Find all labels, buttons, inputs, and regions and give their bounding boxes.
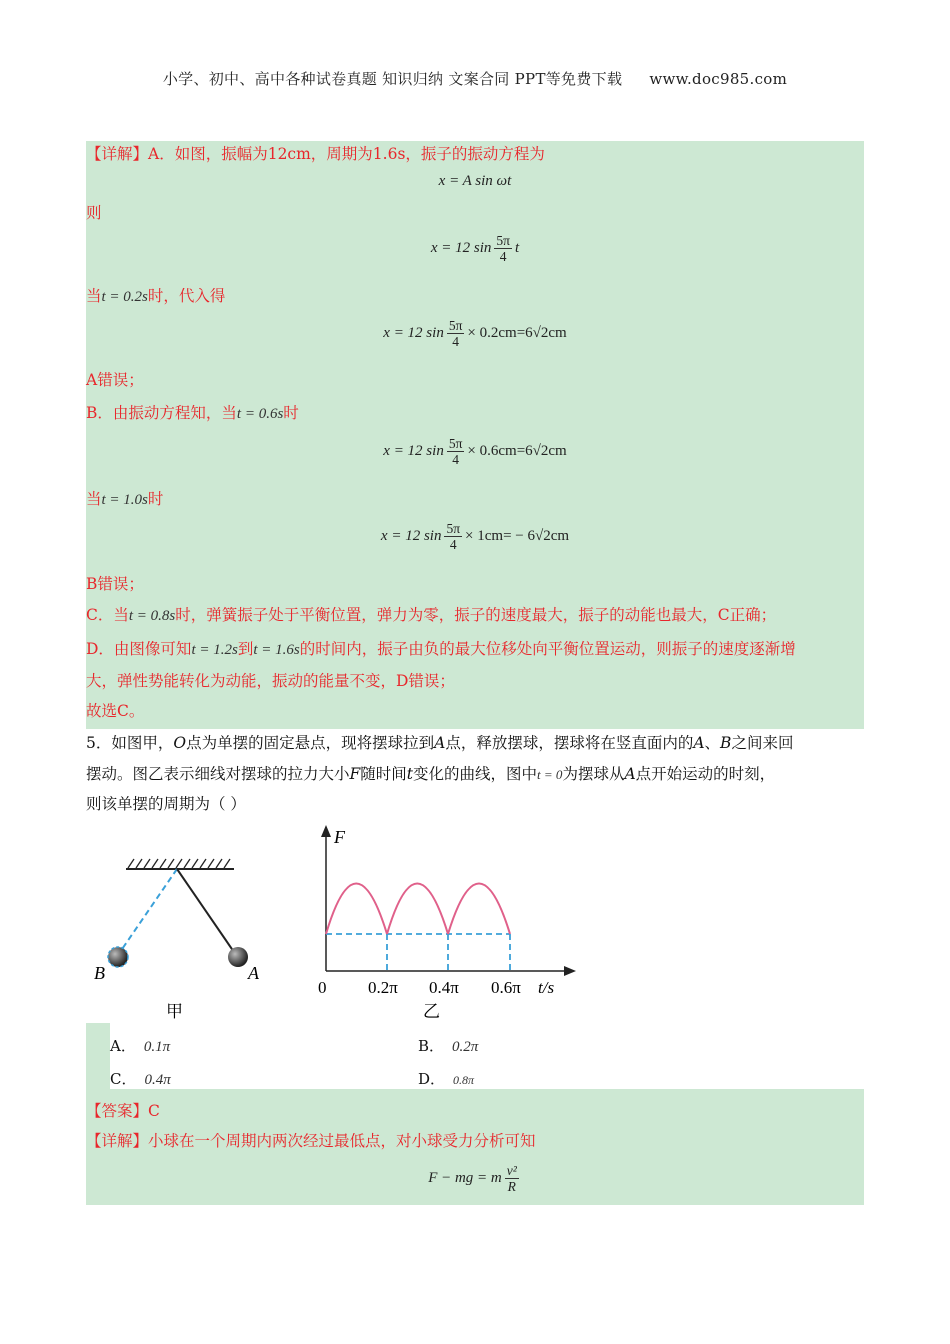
formula-5 (86, 521, 864, 552)
formula-3-frac (447, 318, 465, 349)
option-c-letter: C． (110, 1070, 137, 1088)
formula-2-right: t (514, 240, 520, 256)
q2d: 为摆球从 (562, 765, 625, 783)
formula-3-den: 4 (452, 334, 459, 349)
detail2-line (86, 1130, 536, 1152)
pendulum-figure (86, 821, 582, 1023)
label-b: B (94, 963, 105, 983)
label-f: F (334, 827, 345, 847)
formula-2-den: 4 (499, 249, 507, 264)
q2a: 摆动。图乙表示细线对摆球的拉力大小 (86, 765, 350, 783)
y-arrow (321, 825, 331, 837)
formula-2 (86, 233, 864, 264)
hump-1 (326, 884, 387, 935)
q1A2: A (693, 734, 705, 752)
force-curve (326, 884, 510, 935)
x-unit: t/s (538, 978, 555, 997)
option-b[interactable] (418, 1035, 478, 1056)
formula-6-frac (505, 1163, 519, 1194)
q1d: 、 (704, 734, 721, 752)
a-wrong-line: A错误； (86, 371, 144, 389)
option-c-value: 0.4π (144, 1072, 171, 1088)
then-line: 则 (86, 204, 102, 222)
c-post: 时，弹簧振子处于平衡位置，弹力为零，振子的速度最大，振子的动能也最大，C正确； (175, 606, 777, 624)
q1B: B (720, 734, 732, 752)
c-pre: C．当 (86, 606, 129, 624)
ball-a (228, 947, 248, 967)
formula-5-num: 5π (446, 521, 461, 536)
ball-b (108, 947, 128, 967)
b-when-pre: 当 (86, 490, 102, 508)
d-math1: t = 1.2s (191, 642, 238, 658)
b-intro-pre: B．由振动方程知，当 (86, 404, 237, 422)
c-line (86, 604, 776, 627)
formula-4-frac (447, 436, 465, 467)
d-line-2: 大，弹性势能转化为动能，振动的能量不变，D错误； (86, 672, 455, 690)
b-wrong-line: B错误； (86, 575, 144, 593)
when-t02-pre: 当 (86, 287, 102, 305)
q1A: A (434, 734, 446, 752)
hump-2 (387, 884, 448, 935)
detail-a-line (86, 143, 545, 165)
d-post: 的时间内，振子由负的最大位移处向平衡位置运动，则振子的速度逐渐增 (299, 640, 796, 658)
caption-left: 甲 (166, 1002, 183, 1022)
formula-2-left: x = 12 sin (430, 240, 492, 256)
label-a: A (248, 963, 259, 983)
b-intro-line (86, 402, 299, 425)
formula-4-den: 4 (452, 452, 459, 467)
q2b: 随时间 (360, 765, 407, 783)
formula-6-num: v² (506, 1163, 517, 1178)
q1e: 之间来回 (731, 734, 794, 752)
detail-a-intro: A．如图，振幅为12cm，周期为1.6s，振子的振动方程为 (148, 145, 545, 163)
question-line-3: 则该单摆的周期为（ ） (86, 795, 246, 813)
detail2-text: 小球在一个周期内两次经过最低点，对小球受力分析可知 (148, 1132, 536, 1150)
formula-3-left: x = 12 sin (383, 325, 444, 341)
q1o: O (173, 734, 187, 752)
x-arrow (564, 966, 576, 976)
when-t02-post: 时，代入得 (147, 287, 226, 305)
b-when-line (86, 488, 163, 511)
d-math2: t = 1.6s (253, 642, 300, 658)
header-text: 小学、初中、高中各种试卷真题 知识归纳 文案合同 PPT等免费下载 (162, 70, 623, 88)
detail-tag: 【详解】 (86, 145, 149, 163)
answer-tag: 【答案】 (86, 1102, 149, 1120)
formula-4-right: × 0.6cm=6√2cm (467, 443, 567, 459)
d-pre: D．由图像可知 (86, 640, 192, 658)
option-b-value: 0.2π (452, 1039, 479, 1055)
q1b: 点为单摆的固定悬点，现将摆球拉到 (186, 734, 435, 752)
q2A: A (624, 765, 636, 783)
question-line-1 (86, 732, 793, 754)
formula-2-frac (494, 233, 512, 264)
option-d[interactable] (418, 1068, 474, 1089)
answer-line (86, 1100, 160, 1122)
hump-3 (448, 884, 510, 935)
dash-lines (326, 934, 510, 971)
ceiling-hatch (128, 859, 230, 868)
formula-3-num: 5π (448, 318, 463, 333)
formula-5-den: 4 (449, 537, 457, 552)
c-math: t = 0.8s (128, 608, 176, 624)
q2t: t (406, 765, 414, 783)
string-a (177, 869, 236, 955)
formula-6 (86, 1163, 864, 1194)
d-mid: 到 (237, 640, 254, 658)
header-site: www.doc985.com (649, 70, 788, 88)
formula-5-right: × 1cm= − 6√2cm (465, 528, 570, 544)
detail2-tag: 【详解】 (86, 1132, 149, 1150)
b-when-post: 时 (147, 490, 164, 508)
caption-right: 乙 (423, 1002, 440, 1022)
tick-0: 0 (318, 978, 327, 997)
q1a: 5．如图甲， (86, 734, 174, 752)
formula-1 (86, 173, 864, 190)
formula-4 (86, 436, 864, 467)
page-header (0, 68, 950, 89)
formula-2-num: 5π (496, 233, 510, 248)
tick-2: 0.4π (429, 978, 459, 997)
answer-value: C (148, 1102, 160, 1120)
q2e: 点开始运动的时刻， (635, 765, 776, 783)
q2F: F (349, 765, 361, 783)
d-line-1 (86, 638, 796, 661)
option-b-letter: B． (418, 1037, 445, 1055)
q2math: t = 0 (537, 767, 563, 782)
formula-1-text: x = A sin ωt (438, 173, 512, 189)
q2c: 变化的曲线，图中 (413, 765, 538, 783)
q1c: 点，释放摆球，摆球将在竖直面内的 (445, 734, 694, 752)
question-line-2 (86, 763, 775, 786)
option-c[interactable] (110, 1068, 171, 1089)
options-margin (86, 1023, 110, 1089)
formula-6-left: F − mg = m (428, 1170, 502, 1186)
formula-3-right: × 0.2cm=6√2cm (467, 325, 567, 341)
formula-6-den: R (507, 1179, 516, 1194)
formula-5-left: x = 12 sin (380, 528, 442, 544)
figure-svg (86, 821, 582, 1023)
option-a-value: 0.1π (143, 1039, 171, 1055)
option-a-letter: A． (110, 1037, 136, 1055)
b-when-math: t = 1.0s (101, 492, 148, 508)
option-a[interactable] (110, 1035, 170, 1056)
tick-1: 0.2π (368, 978, 398, 997)
formula-4-num: 5π (448, 436, 463, 451)
option-d-value: 0.8π (453, 1073, 475, 1087)
tick-3: 0.6π (491, 978, 521, 997)
string-b-dashed (118, 869, 177, 955)
formula-5-frac (444, 521, 462, 552)
choose-line: 故选C。 (86, 702, 145, 720)
b-intro-post: 时 (283, 404, 299, 422)
when-t02-math: t = 0.2s (101, 289, 148, 305)
formula-3 (86, 318, 864, 349)
b-intro-math: t = 0.6s (236, 406, 284, 422)
option-d-letter: D． (418, 1070, 446, 1088)
when-t02-line (86, 285, 225, 308)
formula-4-left: x = 12 sin (383, 443, 444, 459)
